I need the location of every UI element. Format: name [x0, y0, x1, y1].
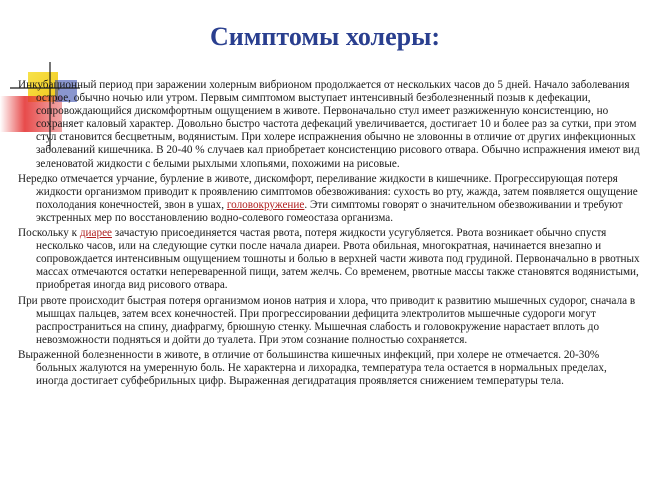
dizziness-link[interactable]: головокружение	[226, 198, 305, 211]
paragraph-text: Поскольку к	[18, 227, 80, 240]
page-title: Симптомы холеры:	[209, 22, 441, 51]
paragraph-vomiting	[18, 227, 640, 292]
paragraph-incubation: Инкубационный период при заражении холерным вибрионом продолжается от нескольких часов до 5 дней. Начало заболевания острое, обычно ночью или утром. Первым симптомом выступает интенсивный безболезненный позыв к дефекации, сопровождающийся дискомфортным ощущением в животе. Первоначально стул имеет разжиженную консистенцию, но сохраняет каловый характер. Довольно быстро частота дефекаций увеличивается, достигает 10 и более раз за сутки, при этом стул становится бесцветным, водянистым. При холере испражнения обычно не зловонны в отличие от других инфекционных заболеваний кишечника. В 20-40 % случаев кал приобретает консистенцию рисового отвара. Обычно испражнения имеют вид зеленоватой жидкости с белыми рыхлыми хлопьями, похожими на рисовые.	[18, 79, 640, 170]
paragraph-text: Нередко отмечается урчание, бурление в животе, дискомфорт, переливание жидкости в кишечнике. Прогрессирующая потеря жидкости организмом приводит к проявлению симптомов обезвоживания: сухость во рту, жажда, затем появляется ощущение похолодания конечностей, звон в ушах,	[18, 172, 638, 211]
paragraph-electrolytes: При рвоте происходит быстрая потеря организмом ионов натрия и хлора, что приводит к развитию мышечных судорог, сначала в мышцах пальцев, затем всех конечностей. При прогрессировании дефицита электролитов мышечные судороги могут распространиться на спину, диафрагму, брюшную стенку. Мышечная слабость и головокружение нарастает вплоть до невозможности подняться и дойти до туалета. При этом сознание полностью сохраняется.	[18, 294, 636, 346]
diarrhea-link[interactable]: диарее	[79, 227, 112, 240]
paragraph-text: . Эти симптомы говорят о значительном обезвоживании и требуют экстренных мер по восстановлению водно-солевого гомеостаза организма.	[36, 198, 623, 224]
paragraph-dehydration	[18, 173, 640, 225]
paragraph-pain-fever: Выраженной болезненности в животе, в отличие от большинства кишечных инфекций, при холере не отмечается. 20-30% больных жалуются на умеренную боль. Не характерна и лихорадка, температура тела остается в нормальных пределах, иногда достигает субфебрильных цифр. Выраженная дегидратация проявляется снижением температуры тела.	[18, 348, 607, 388]
paragraph-text: зачастую присоединяется частая рвота, потеря жидкости усугубляется. Рвота возникает обычно спустя несколько часов, или на следующие сутки после начала диареи. Рвота обильная, многократная, начинается внезапно и сопровождается интенсивным ощущением тошноты и болью в верхней части живота под грудиной. Первоначально в рвотных массах отмечаются остатки непереваренной пищи, затем желчь. Со временем, рвотные массы также становятся водянистыми, приобретая иногда вид рисового отвара.	[36, 227, 640, 292]
symptoms-text	[18, 79, 640, 390]
